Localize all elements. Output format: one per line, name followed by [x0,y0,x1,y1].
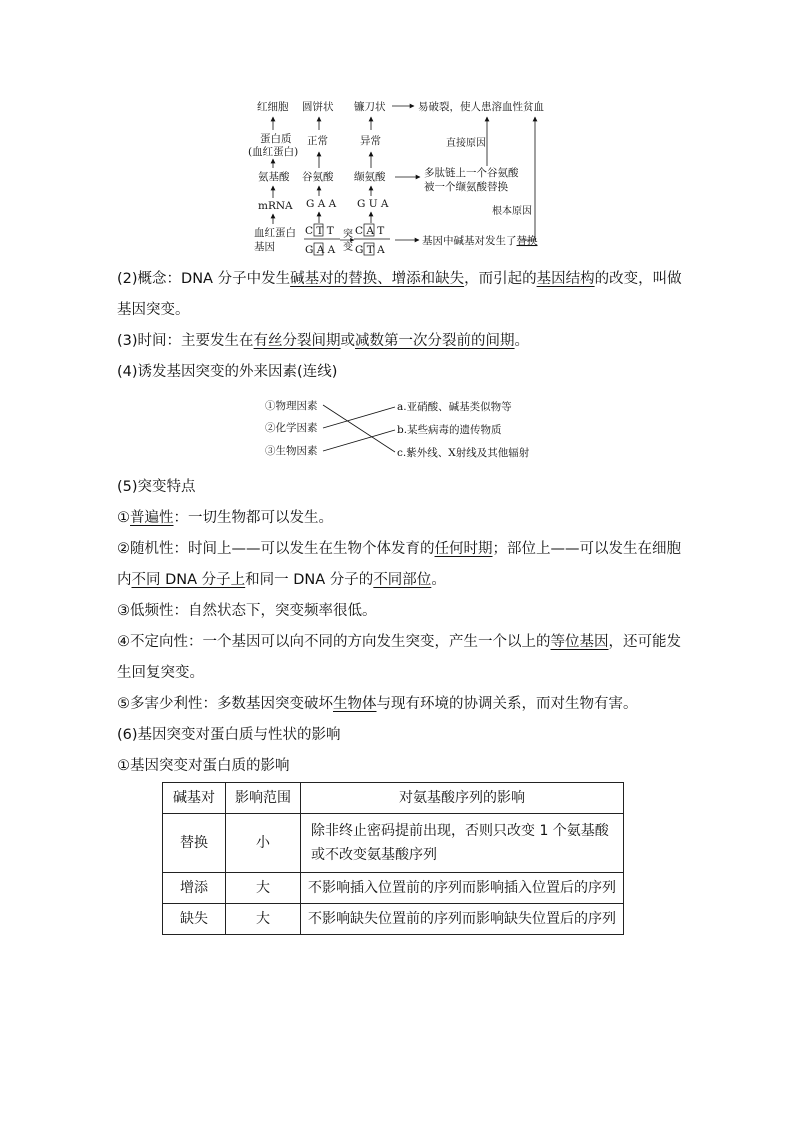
time-paragraph: (3)时间：主要发生在有丝分裂间期或减数第一次分裂前的间期。 [117,333,530,349]
mutant-amino-acid: 缬氨酸 [354,171,386,183]
table-row [163,904,624,935]
gene-change-text: 基因中碱基对发生了替换 [422,235,538,247]
table-cell: 替换 [163,814,226,873]
table-cell: 大 [226,904,301,935]
trait-randomness-term-2: 不同 DNA 分子上 [131,572,246,588]
mutation-label-2: 变 [343,242,353,253]
effect-heading: (6)基因突变对蛋白质与性状的影响 [117,727,341,743]
trait-universality: ①普遍性：一切生物都可以发生。 [117,510,333,526]
root-cause-label: 根本原因 [492,206,532,217]
concept-term-2: 基因结构 [536,271,595,287]
mutant-protein: 异常 [360,135,381,147]
table-cell: 除非终止密码提前出现，否则只改变 1 个氨基酸或不改变氨基酸序列 [301,814,624,873]
table-cell: 不影响插入位置前的序列而影响插入位置后的序列 [301,873,624,904]
match-line-3-b [323,430,395,451]
factor-left-1: ①物理因素 [265,400,318,412]
chain-change-2: 被一个缬氨酸替换 [424,181,508,193]
trait-allele-term: 等位基因 [550,634,609,650]
table-header: 对氨基酸序列的影响 [301,783,624,814]
time-term-2: 减数第一次分裂前的间期 [355,333,515,349]
trait-organism-term: 生物体 [333,696,377,712]
table-cell: 增添 [163,873,226,904]
trait-nondirectional: ④不定向性：一个基因可以向不同的方向发生突变，产生一个以上的等位基因，还可能发生回复突变。 [117,634,681,681]
label-mrna: mRNA [258,200,293,212]
table-row [163,873,624,904]
trait-randomness-term-3: 不同部位 [373,572,432,588]
mutation-label-1: 突 [343,229,353,240]
factor-right-c: c.紫外线、X射线及其他辐射 [397,447,530,459]
sickle-cell-diagram [0,0,794,260]
factors-heading: (4)诱发基因突变的外来因素(连线) [117,364,338,380]
normal-codon: G A A [306,198,337,210]
concept-term-1: 碱基对的替换、增添和缺失 [290,271,465,287]
table-cell: 不影响缺失位置前的序列而影响缺失位置后的序列 [301,904,624,935]
trait-low-frequency: ③低频性：自然状态下，突变频率很低。 [117,603,377,619]
factor-matching-diagram [0,393,794,463]
label-gene-2: 基因 [254,241,275,253]
normal-dna-top: C T T [305,225,334,237]
table-cell: 大 [226,873,301,904]
label-amino-acid: 氨基酸 [258,171,290,183]
normal-dna-bottom: G A A [305,244,336,256]
table-header: 影响范围 [226,783,301,814]
mutant-dna-bottom: G T A [355,244,385,256]
result-text: 易破裂，使人患溶血性贫血 [418,101,544,113]
effect-subheading: ①基因突变对蛋白质的影响 [117,758,290,774]
concept-paragraph: (2)概念：DNA 分子中发生碱基对的替换、增添和缺失，而引起的基因结构的改变，叫做基因突变。 [117,271,682,318]
label-gene-1: 血红蛋白 [254,227,296,239]
normal-amino-acid: 谷氨酸 [302,171,334,183]
factor-left-3: ③生物因素 [265,445,318,457]
table-cell: 小 [226,814,301,873]
label-cell: 红细胞 [257,101,289,113]
normal-protein: 正常 [307,135,328,147]
mutant-shape: 镰刀状 [354,101,386,113]
label-protein-paren: (血红蛋白) [248,146,299,158]
mutation-effect-table [162,782,624,935]
table-header-row [163,783,624,814]
mutant-codon: G U A [357,198,389,210]
table-header: 碱基对 [163,783,226,814]
factor-left-2: ②化学因素 [265,422,318,434]
table-row [163,814,624,873]
direct-cause-label: 直接原因 [446,138,486,149]
trait-harmful: ⑤多害少利性：多数基因突变破坏生物体与现有环境的协调关系，而对生物有害。 [117,696,638,712]
trait-universality-term: 普遍性 [130,510,174,526]
match-line-2-a [323,407,395,428]
normal-shape: 圆饼状 [302,101,334,113]
factor-right-a: a.亚硝酸、碱基类似物等 [397,401,512,413]
mutant-dna-top: C A T [355,225,385,237]
match-line-1-c [323,405,395,452]
time-term-1: 有丝分裂间期 [253,333,341,349]
table-cell: 缺失 [163,904,226,935]
label-protein: 蛋白质 [260,133,292,145]
trait-randomness: ②随机性：时间上——可以发生在生物个体发育的任何时期；部位上——可以发生在细胞内不同 DNA 分子上和同一 DNA 分子的不同部位。 [117,541,681,588]
traits-heading: (5)突变特点 [117,479,196,495]
chain-change-1: 多肽链上一个谷氨酸 [424,167,519,179]
factor-right-b: b.某些病毒的遗传物质 [397,424,502,436]
trait-randomness-term-1: 任何时期 [434,541,493,557]
